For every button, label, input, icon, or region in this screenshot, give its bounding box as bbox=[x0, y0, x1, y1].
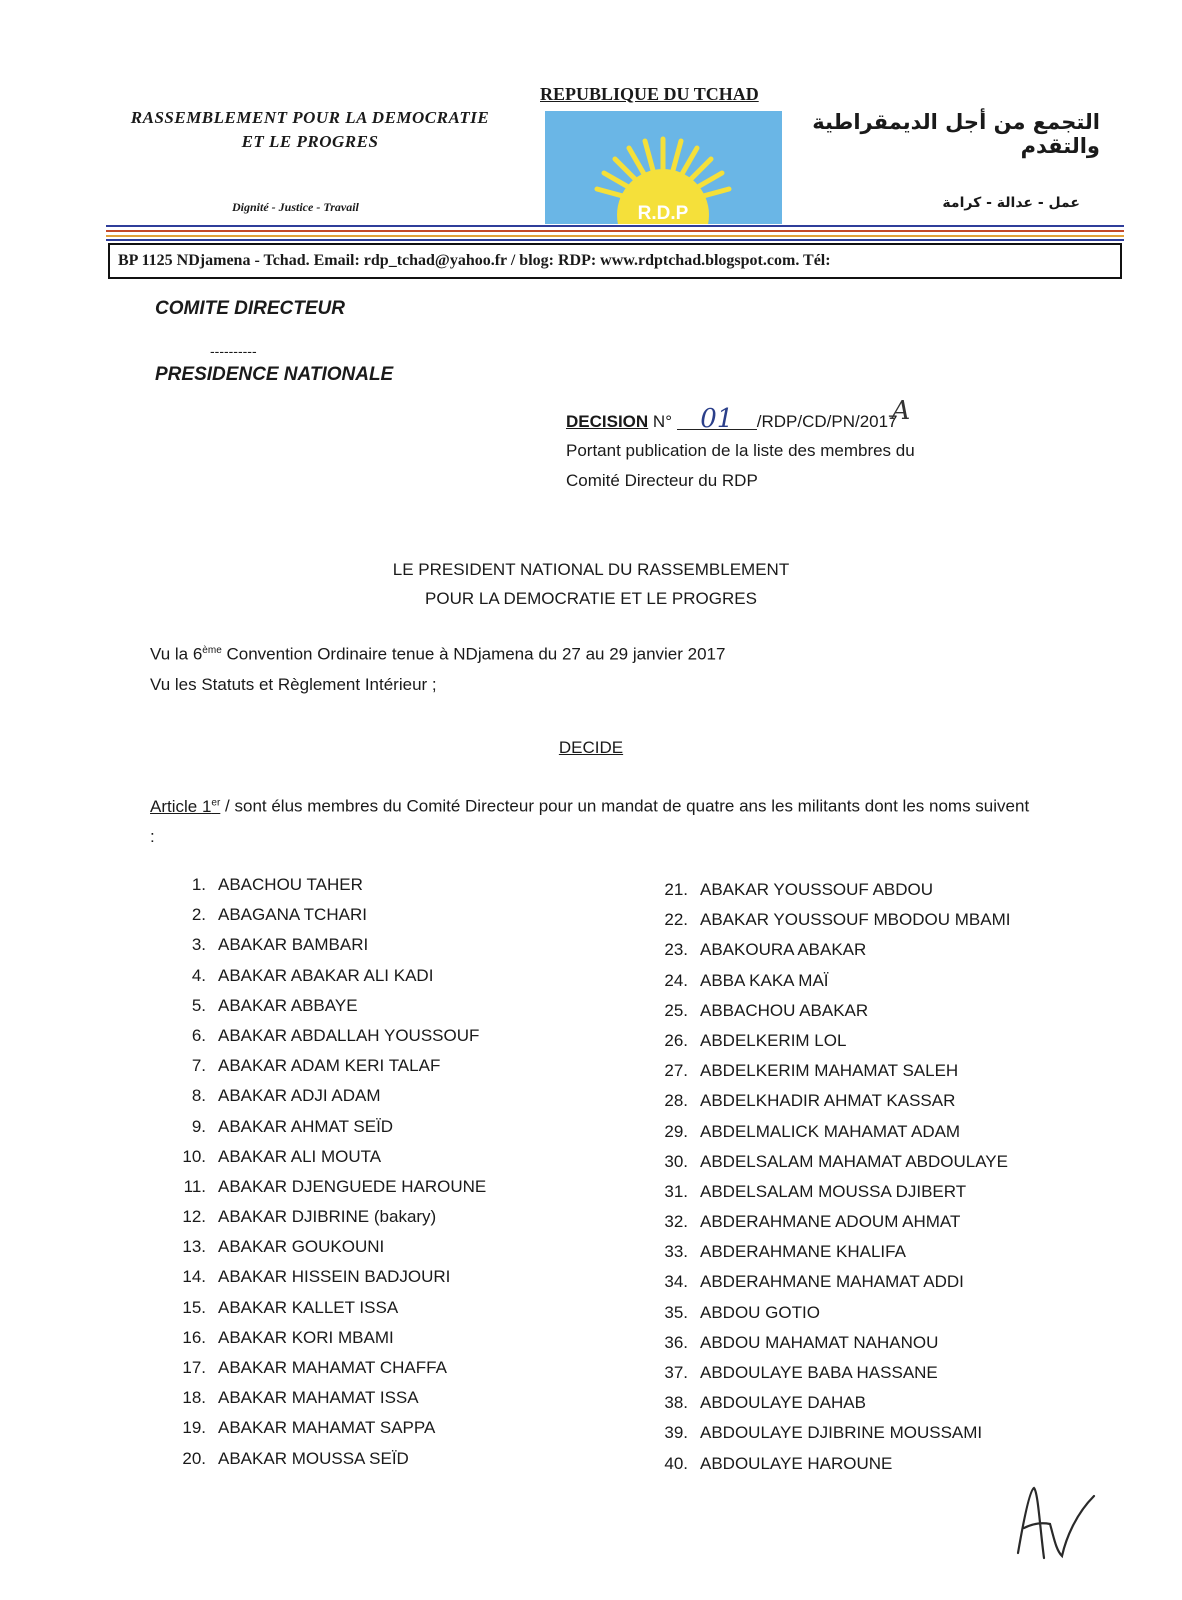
decision-object-line-1: Portant publication de la liste des membres du bbox=[566, 441, 915, 460]
party-motto: Dignité - Justice - Travail bbox=[232, 200, 359, 214]
letterhead-rule-gold bbox=[106, 235, 1124, 237]
member-name: ABAGANA TCHARI bbox=[218, 905, 367, 925]
member-number: 34. bbox=[664, 1272, 688, 1292]
contact-info-box: BP 1125 NDjamena - Tchad. Email: rdp_tchad@yahoo.fr / blog: RDP: www.rdptchad.blogspot.com. Tél: bbox=[108, 243, 1122, 279]
member-number: 3. bbox=[191, 935, 206, 955]
member-list-item bbox=[650, 1207, 1010, 1237]
member-list-item bbox=[650, 1449, 1010, 1479]
members-list-right bbox=[650, 875, 1010, 1479]
member-name: ABAKAR HISSEIN BADJOURI bbox=[218, 1267, 451, 1287]
ordinal-superscript: ème bbox=[202, 645, 222, 656]
member-number: 39. bbox=[664, 1423, 688, 1443]
member-list-item bbox=[650, 1388, 1010, 1418]
members-list-left bbox=[160, 870, 486, 1474]
member-number: 38. bbox=[664, 1393, 688, 1413]
member-name: ABAKAR ABBAYE bbox=[218, 995, 358, 1015]
party-name-line-1: RASSEMBLEMENT POUR LA DEMOCRATIE bbox=[130, 108, 490, 127]
member-list-item bbox=[160, 930, 486, 960]
committee-title: COMITE DIRECTEUR bbox=[155, 298, 345, 319]
president-heading-line-2: POUR LA DEMOCRATIE ET LE PROGRES bbox=[425, 589, 757, 608]
member-name: ABAKAR ADAM KERI TALAF bbox=[218, 1056, 441, 1076]
member-number: 31. bbox=[664, 1181, 688, 1201]
member-number: 12. bbox=[182, 1207, 206, 1227]
member-number: 23. bbox=[664, 940, 688, 960]
member-number: 14. bbox=[182, 1267, 206, 1287]
member-number: 22. bbox=[664, 910, 688, 930]
member-list-item bbox=[650, 935, 1010, 965]
member-number: 15. bbox=[182, 1297, 206, 1317]
article-1 bbox=[150, 788, 1030, 852]
member-list-item bbox=[650, 996, 1010, 1026]
president-heading bbox=[0, 555, 1182, 613]
member-name: ABDELSALAM MAHAMAT ABDOULAYE bbox=[700, 1151, 1008, 1171]
member-list-item bbox=[160, 1232, 486, 1262]
member-number: 6. bbox=[191, 1025, 206, 1045]
member-list-item bbox=[160, 1262, 486, 1292]
member-list-item bbox=[650, 1328, 1010, 1358]
member-number: 16. bbox=[182, 1327, 206, 1347]
member-list-item bbox=[160, 961, 486, 991]
member-list-item bbox=[650, 1056, 1010, 1086]
member-name: ABDOULAYE DJIBRINE MOUSSAMI bbox=[700, 1423, 983, 1443]
member-name: ABAKAR MAHAMAT SAPPA bbox=[218, 1418, 436, 1438]
member-name: ABAKAR AHMAT SEÏD bbox=[218, 1116, 394, 1136]
member-name: ABDELKERIM LOL bbox=[700, 1030, 847, 1050]
member-list-item bbox=[160, 1051, 486, 1081]
member-number: 21. bbox=[664, 880, 688, 899]
handwritten-annotation: A bbox=[891, 396, 911, 426]
member-list-item bbox=[650, 1267, 1010, 1297]
member-list-item bbox=[650, 966, 1010, 996]
member-list-item bbox=[650, 1298, 1010, 1328]
member-list-item bbox=[160, 1293, 486, 1323]
letterhead-rule-blue-2 bbox=[106, 239, 1124, 241]
decision-reference bbox=[566, 396, 916, 434]
member-number: 32. bbox=[664, 1212, 688, 1232]
member-number: 36. bbox=[664, 1332, 688, 1352]
member-number: 9. bbox=[191, 1116, 206, 1136]
member-list-item bbox=[650, 1237, 1010, 1267]
member-number: 17. bbox=[182, 1358, 206, 1377]
decide-heading: DECIDE bbox=[558, 738, 624, 757]
member-name: ABAKAR ABDALLAH YOUSSOUF bbox=[218, 1025, 480, 1045]
member-list-item bbox=[160, 1413, 486, 1443]
member-name: ABDELMALICK MAHAMAT ADAM bbox=[700, 1121, 961, 1141]
member-number: 24. bbox=[664, 970, 688, 990]
article-text: / sont élus membres du Comité Directeur pour un mandat de quatre ans les militants dont les noms suivent : bbox=[150, 796, 1030, 846]
member-list-item bbox=[650, 1177, 1010, 1207]
member-list-item bbox=[650, 905, 1010, 935]
member-list-item bbox=[160, 1444, 486, 1474]
member-number: 33. bbox=[664, 1242, 688, 1262]
signature-initials bbox=[1010, 1478, 1110, 1568]
member-number: 4. bbox=[191, 965, 206, 985]
member-name: ABDERAHMANE ADOUM AHMAT bbox=[700, 1212, 961, 1232]
member-list-item bbox=[650, 1117, 1010, 1147]
member-list-item bbox=[160, 1353, 486, 1383]
member-number: 30. bbox=[664, 1151, 688, 1171]
member-name: ABDELKERIM MAHAMAT SALEH bbox=[700, 1061, 959, 1081]
member-list-item bbox=[160, 900, 486, 930]
member-name: ABAKAR ADJI ADAM bbox=[218, 1086, 381, 1106]
member-list-item bbox=[160, 1112, 486, 1142]
member-number: 10. bbox=[182, 1146, 206, 1166]
member-number: 7. bbox=[191, 1056, 206, 1076]
member-number: 19. bbox=[182, 1418, 206, 1438]
decision-prefix: N° bbox=[648, 412, 672, 431]
member-number: 13. bbox=[182, 1237, 206, 1257]
member-name: ABAKAR GOUKOUNI bbox=[218, 1237, 385, 1257]
member-number: 40. bbox=[664, 1453, 688, 1473]
member-number: 18. bbox=[182, 1388, 206, 1408]
party-name-line-2: ET LE PROGRES bbox=[241, 132, 379, 151]
member-name: ABAKAR MAHAMAT ISSA bbox=[218, 1388, 419, 1408]
consideration-convention-prefix: Vu la 6 bbox=[150, 644, 203, 664]
member-name: ABAKAR MAHAMAT CHAFFA bbox=[218, 1358, 447, 1377]
member-name: ABDOU GOTIO bbox=[700, 1302, 820, 1322]
member-name: ABBA KAKA MAÏ bbox=[700, 970, 829, 990]
member-number: 2. bbox=[191, 905, 206, 925]
member-name: ABAKAR ALI MOUTA bbox=[218, 1146, 382, 1166]
member-list-item bbox=[650, 1086, 1010, 1116]
member-name: ABAKAR MOUSSA SEÏD bbox=[218, 1448, 409, 1468]
member-name: ABBACHOU ABAKAR bbox=[700, 1000, 869, 1020]
member-list-item bbox=[160, 1081, 486, 1111]
member-name: ABDOULAYE HAROUNE bbox=[700, 1453, 893, 1473]
letterhead-rule-red bbox=[106, 230, 1124, 232]
member-number: 37. bbox=[664, 1363, 688, 1382]
member-list-item bbox=[160, 1142, 486, 1172]
member-list-item bbox=[160, 870, 486, 900]
decision-label: DECISION bbox=[566, 412, 649, 431]
member-list-item bbox=[160, 1202, 486, 1232]
article-superscript: er bbox=[211, 797, 221, 808]
republic-title: REPUBLIQUE DU TCHAD bbox=[540, 84, 759, 104]
member-list-item bbox=[160, 991, 486, 1021]
considerations bbox=[150, 636, 725, 700]
president-heading-line-1: LE PRESIDENT NATIONAL DU RASSEMBLEMENT bbox=[392, 560, 790, 579]
member-name: ABDOULAYE BABA HASSANE bbox=[700, 1363, 938, 1382]
party-name-french bbox=[100, 106, 520, 154]
article-label-text: Article 1 bbox=[150, 796, 212, 816]
consideration-convention bbox=[150, 636, 725, 670]
party-motto-arabic: عمل - عدالة - كرامة bbox=[942, 195, 1080, 211]
member-name: ABAKAR KORI MBAMI bbox=[218, 1327, 394, 1347]
member-name: ABDELKHADIR AHMAT KASSAR bbox=[700, 1091, 956, 1111]
member-name: ABAKAR DJIBRINE (bakary) bbox=[218, 1207, 437, 1227]
member-list-item bbox=[650, 1358, 1010, 1388]
member-name: ABAKAR BAMBARI bbox=[218, 935, 369, 955]
member-name: ABAKAR YOUSSOUF MBODOU MBAMI bbox=[700, 910, 1011, 930]
member-name: ABDERAHMANE MAHAMAT ADDI bbox=[700, 1272, 964, 1292]
member-list-item bbox=[160, 1172, 486, 1202]
member-number: 35. bbox=[664, 1302, 688, 1322]
member-number: 8. bbox=[191, 1086, 206, 1106]
member-name: ABACHOU TAHER bbox=[218, 875, 363, 894]
member-number: 11. bbox=[183, 1176, 206, 1196]
member-name: ABDERAHMANE KHALIFA bbox=[700, 1242, 906, 1262]
member-name: ABAKAR YOUSSOUF ABDOU bbox=[700, 880, 934, 899]
member-list-item bbox=[160, 1323, 486, 1353]
separator-dashes: ---------- bbox=[210, 343, 257, 359]
member-list-item bbox=[650, 1418, 1010, 1448]
member-number: 5. bbox=[191, 995, 206, 1015]
member-name: ABAKAR ABAKAR ALI KADI bbox=[218, 965, 434, 985]
decision-number: 01 bbox=[677, 409, 757, 430]
consideration-convention-rest: Convention Ordinaire tenue à NDjamena du 27 au 29 janvier 2017 bbox=[221, 644, 726, 664]
logo-text: R.D.P bbox=[637, 203, 689, 224]
member-number: 27. bbox=[664, 1061, 688, 1081]
member-number: 20. bbox=[182, 1448, 206, 1468]
member-list-item bbox=[650, 875, 1010, 905]
member-name: ABAKAR DJENGUEDE HAROUNE bbox=[218, 1176, 487, 1196]
presidency-title: PRESIDENCE NATIONALE bbox=[155, 364, 394, 385]
member-number: 1. bbox=[191, 875, 206, 894]
article-label bbox=[150, 797, 220, 816]
member-number: 26. bbox=[664, 1030, 688, 1050]
member-name: ABAKAR KALLET ISSA bbox=[218, 1297, 399, 1317]
party-logo bbox=[545, 111, 782, 224]
decision-suffix: /RDP/CD/PN/2017 bbox=[756, 412, 898, 431]
member-list-item bbox=[160, 1021, 486, 1051]
party-name-arabic: التجمع من أجل الديمقراطية والتقدم bbox=[812, 110, 1100, 158]
consideration-statutes: Vu les Statuts et Règlement Intérieur ; bbox=[150, 674, 437, 694]
member-list-item bbox=[650, 1147, 1010, 1177]
member-number: 25. bbox=[664, 1000, 688, 1020]
member-list-item bbox=[160, 1383, 486, 1413]
letterhead-rule-blue bbox=[106, 225, 1124, 227]
member-number: 28. bbox=[664, 1091, 688, 1111]
decision-object bbox=[566, 436, 996, 496]
member-list-item bbox=[650, 1026, 1010, 1056]
member-name: ABAKOURA ABAKAR bbox=[700, 940, 867, 960]
member-number: 29. bbox=[664, 1121, 688, 1141]
member-name: ABDELSALAM MOUSSA DJIBERT bbox=[700, 1181, 967, 1201]
member-name: ABDOULAYE DAHAB bbox=[700, 1393, 866, 1413]
member-name: ABDOU MAHAMAT NAHANOU bbox=[700, 1332, 939, 1352]
decision-object-line-2: Comité Directeur du RDP bbox=[566, 471, 758, 490]
